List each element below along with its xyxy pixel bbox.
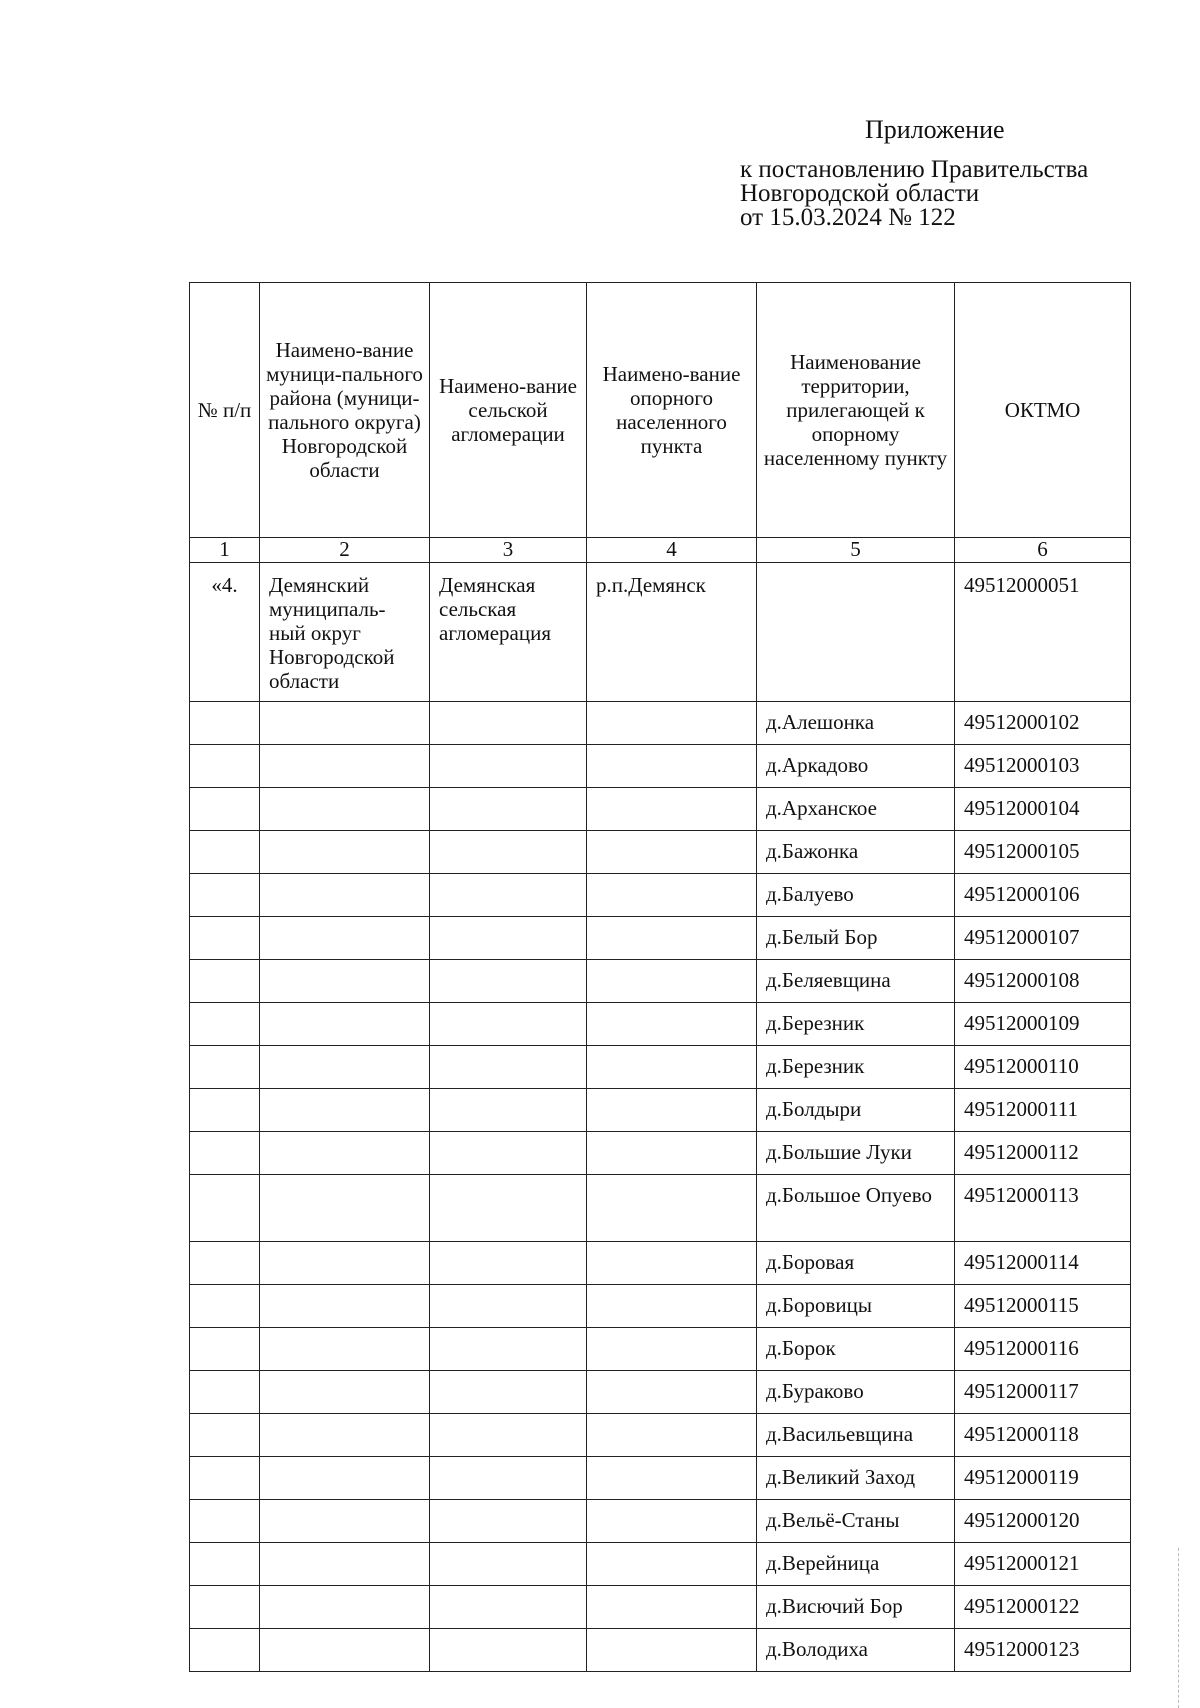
empty-cell	[260, 745, 430, 788]
empty-cell	[430, 788, 587, 831]
col-number: 2	[260, 538, 430, 563]
oktmo-cell: 49512000104	[955, 788, 1131, 831]
territory-cell: д.Володиха	[757, 1629, 955, 1672]
empty-cell	[260, 1457, 430, 1500]
empty-cell	[587, 702, 757, 745]
header-line-3: от 15.03.2024 № 122	[740, 204, 956, 231]
table-row	[190, 1328, 1131, 1371]
table-row	[190, 745, 1131, 788]
territory-cell: д.Березник	[757, 1046, 955, 1089]
oktmo-cell: 49512000106	[955, 874, 1131, 917]
empty-cell	[587, 1457, 757, 1500]
oktmo-cell: 49512000119	[955, 1457, 1131, 1500]
empty-cell	[430, 1414, 587, 1457]
empty-cell	[430, 1132, 587, 1175]
empty-cell	[260, 702, 430, 745]
territory-cell: д.Балуево	[757, 874, 955, 917]
empty-cell	[260, 788, 430, 831]
empty-cell	[587, 1586, 757, 1629]
empty-cell	[587, 1328, 757, 1371]
oktmo-cell: 49512000109	[955, 1003, 1131, 1046]
territory-cell: д.Болдыри	[757, 1089, 955, 1132]
empty-cell	[430, 1175, 587, 1242]
empty-cell	[587, 1629, 757, 1672]
empty-cell	[190, 1457, 260, 1500]
empty-cell	[190, 1175, 260, 1242]
empty-cell	[430, 1371, 587, 1414]
header-line-2: Новгородской области	[740, 180, 980, 207]
empty-cell	[587, 745, 757, 788]
empty-cell	[190, 1629, 260, 1672]
empty-cell	[587, 1242, 757, 1285]
oktmo-cell: 49512000112	[955, 1132, 1131, 1175]
empty-cell	[430, 831, 587, 874]
empty-cell	[430, 1586, 587, 1629]
agglomeration-table	[189, 282, 1131, 1672]
table-row	[190, 1175, 1131, 1242]
territory-cell: д.Березник	[757, 1003, 955, 1046]
empty-cell	[587, 917, 757, 960]
table-row	[190, 1046, 1131, 1089]
table-row	[190, 1285, 1131, 1328]
empty-cell	[190, 1543, 260, 1586]
empty-cell	[587, 960, 757, 1003]
oktmo-cell: 49512000113	[955, 1175, 1131, 1242]
oktmo-cell: 49512000114	[955, 1242, 1131, 1285]
oktmo-cell: 49512000123	[955, 1629, 1131, 1672]
empty-cell	[430, 1328, 587, 1371]
territory-cell: д.Боровая	[757, 1242, 955, 1285]
appendix-title: Приложение	[865, 115, 1005, 144]
empty-cell	[430, 960, 587, 1003]
empty-cell	[587, 1414, 757, 1457]
empty-cell	[260, 1003, 430, 1046]
empty-cell	[260, 1242, 430, 1285]
column-number-row	[190, 538, 1131, 563]
empty-cell	[260, 1175, 430, 1242]
empty-cell	[587, 831, 757, 874]
table-row	[190, 1371, 1131, 1414]
empty-cell	[587, 1500, 757, 1543]
table-row	[190, 1089, 1131, 1132]
territory-cell: д.Бураково	[757, 1371, 955, 1414]
territory-cell: д.Большое Опуево	[757, 1175, 955, 1242]
empty-cell	[190, 1003, 260, 1046]
col-number: 4	[587, 538, 757, 563]
row-number: «4.	[190, 563, 260, 702]
empty-cell	[260, 1414, 430, 1457]
table-row	[190, 1414, 1131, 1457]
table-row	[190, 1132, 1131, 1175]
empty-cell	[190, 1089, 260, 1132]
territory-cell: д.Алешонка	[757, 702, 955, 745]
empty-cell	[430, 1003, 587, 1046]
oktmo-cell: 49512000122	[955, 1586, 1131, 1629]
territory-cell: д.Бажонка	[757, 831, 955, 874]
empty-cell	[587, 1175, 757, 1242]
table-row	[190, 1003, 1131, 1046]
oktmo-cell: 49512000105	[955, 831, 1131, 874]
empty-cell	[430, 1285, 587, 1328]
empty-cell	[587, 1543, 757, 1586]
territory-cell: д.Аркадово	[757, 745, 955, 788]
empty-cell	[260, 1132, 430, 1175]
empty-cell	[430, 1046, 587, 1089]
empty-cell	[260, 917, 430, 960]
col-number: 1	[190, 538, 260, 563]
oktmo-cell: 49512000115	[955, 1285, 1131, 1328]
empty-cell	[190, 745, 260, 788]
oktmo-cell: 49512000103	[955, 745, 1131, 788]
table-row	[190, 702, 1131, 745]
empty-cell	[190, 1371, 260, 1414]
empty-cell	[190, 1500, 260, 1543]
territory-cell	[757, 563, 955, 702]
empty-cell	[190, 874, 260, 917]
empty-cell	[190, 1586, 260, 1629]
table-row	[190, 1242, 1131, 1285]
table-row	[190, 1457, 1131, 1500]
oktmo-cell: 49512000111	[955, 1089, 1131, 1132]
table-row	[190, 563, 1131, 702]
empty-cell	[587, 1089, 757, 1132]
agglomeration-cell: Демянская сельская агломерация	[430, 563, 587, 702]
empty-cell	[260, 1285, 430, 1328]
document-header	[740, 115, 1180, 231]
territory-cell: д.Белый Бор	[757, 917, 955, 960]
empty-cell	[260, 1543, 430, 1586]
empty-cell	[260, 874, 430, 917]
empty-cell	[260, 1371, 430, 1414]
empty-cell	[587, 1132, 757, 1175]
empty-cell	[430, 1500, 587, 1543]
empty-cell	[587, 1371, 757, 1414]
table-row	[190, 874, 1131, 917]
territory-cell: д.Борок	[757, 1328, 955, 1371]
district-cell: Демянский муниципаль-ный округ Новгородской области	[260, 563, 430, 702]
empty-cell	[190, 788, 260, 831]
table-row	[190, 1629, 1131, 1672]
territory-cell: д.Великий Заход	[757, 1457, 955, 1500]
territory-cell: д.Большие Луки	[757, 1132, 955, 1175]
empty-cell	[190, 1046, 260, 1089]
empty-cell	[260, 831, 430, 874]
territory-cell: д.Васильевщина	[757, 1414, 955, 1457]
col-header-center: Наимено-вание опорного населенного пункта	[587, 283, 757, 538]
empty-cell	[430, 917, 587, 960]
col-header-agglomeration: Наимено-вание сельской агломерации	[430, 283, 587, 538]
empty-cell	[190, 1285, 260, 1328]
empty-cell	[190, 1242, 260, 1285]
empty-cell	[190, 831, 260, 874]
empty-cell	[430, 702, 587, 745]
empty-cell	[260, 1629, 430, 1672]
col-number: 3	[430, 538, 587, 563]
empty-cell	[430, 1629, 587, 1672]
empty-cell	[430, 1457, 587, 1500]
empty-cell	[190, 960, 260, 1003]
empty-cell	[587, 1003, 757, 1046]
oktmo-cell: 49512000102	[955, 702, 1131, 745]
header-line-1: к постановлению Правительства	[740, 156, 1089, 183]
empty-cell	[260, 1089, 430, 1132]
empty-cell	[190, 1414, 260, 1457]
table-header-row	[190, 283, 1131, 538]
oktmo-cell: 49512000108	[955, 960, 1131, 1003]
empty-cell	[587, 874, 757, 917]
table-row	[190, 917, 1131, 960]
empty-cell	[260, 960, 430, 1003]
col-header-district: Наимено-вание муници-пального района (муници-пального округа) Новгородской области	[260, 283, 430, 538]
empty-cell	[190, 702, 260, 745]
territory-cell: д.Верейница	[757, 1543, 955, 1586]
empty-cell	[430, 1242, 587, 1285]
empty-cell	[430, 1089, 587, 1132]
table-row	[190, 1543, 1131, 1586]
col-header-number: № п/п	[190, 283, 260, 538]
empty-cell	[430, 874, 587, 917]
territory-cell: д.Висючий Бор	[757, 1586, 955, 1629]
table-row	[190, 960, 1131, 1003]
oktmo-cell: 49512000118	[955, 1414, 1131, 1457]
oktmo-cell: 49512000121	[955, 1543, 1131, 1586]
col-header-territory: Наименование территории, прилегающей к опорному населенному пункту	[757, 283, 955, 538]
table-row	[190, 831, 1131, 874]
oktmo-cell: 49512000107	[955, 917, 1131, 960]
oktmo-cell: 49512000117	[955, 1371, 1131, 1414]
col-number: 5	[757, 538, 955, 563]
empty-cell	[430, 745, 587, 788]
empty-cell	[190, 1132, 260, 1175]
table-row	[190, 1500, 1131, 1543]
territory-cell: д.Арханское	[757, 788, 955, 831]
empty-cell	[190, 1328, 260, 1371]
center-cell: р.п.Демянск	[587, 563, 757, 702]
oktmo-cell: 49512000051	[955, 563, 1131, 702]
col-header-oktmo: ОКТМО	[955, 283, 1131, 538]
empty-cell	[260, 1328, 430, 1371]
empty-cell	[260, 1500, 430, 1543]
binding-edge	[1178, 1548, 1180, 1708]
empty-cell	[190, 917, 260, 960]
table-row	[190, 788, 1131, 831]
empty-cell	[587, 788, 757, 831]
oktmo-cell: 49512000120	[955, 1500, 1131, 1543]
table-row	[190, 1586, 1131, 1629]
territory-cell: д.Вельё-Станы	[757, 1500, 955, 1543]
oktmo-cell: 49512000110	[955, 1046, 1131, 1089]
territory-cell: д.Беляевщина	[757, 960, 955, 1003]
oktmo-cell: 49512000116	[955, 1328, 1131, 1371]
empty-cell	[587, 1046, 757, 1089]
empty-cell	[587, 1285, 757, 1328]
empty-cell	[430, 1543, 587, 1586]
territory-cell: д.Боровицы	[757, 1285, 955, 1328]
empty-cell	[260, 1586, 430, 1629]
col-number: 6	[955, 538, 1131, 563]
empty-cell	[260, 1046, 430, 1089]
